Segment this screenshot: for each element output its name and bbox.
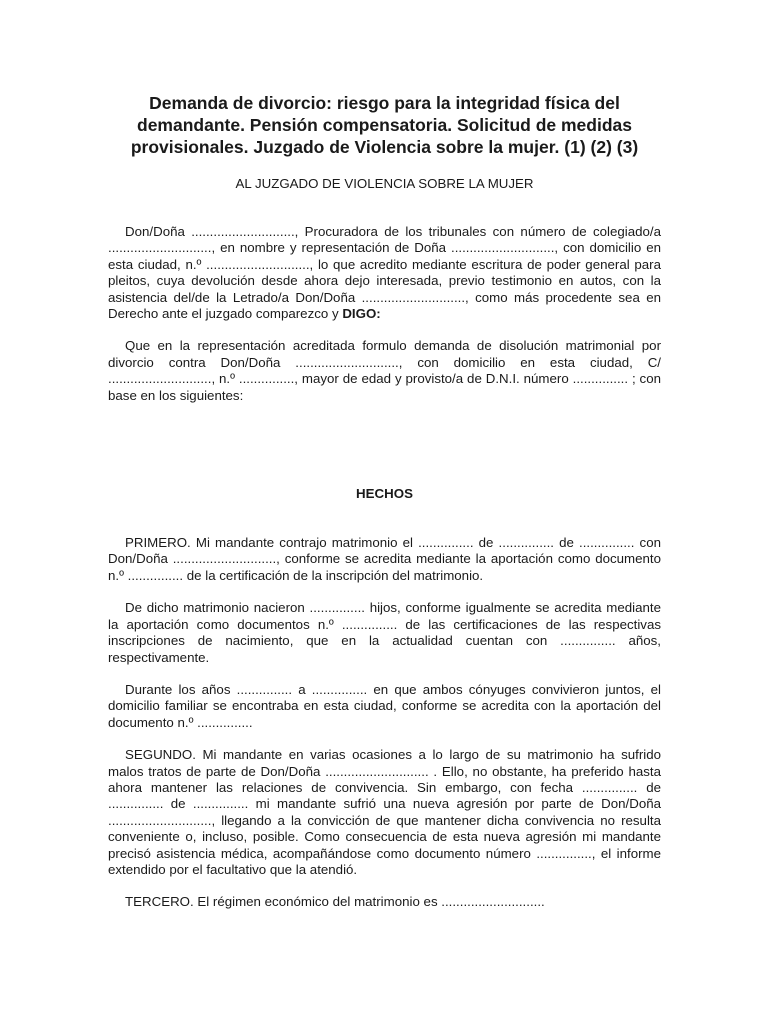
fact-paragraph-tercero: TERCERO. El régimen económico del matrimonio es ............................ <box>125 894 545 910</box>
addressee-line: AL JUZGADO DE VIOLENCIA SOBRE LA MUJER <box>235 176 534 191</box>
fact-paragraph-primero: PRIMERO. Mi mandante contrajo matrimonio el ............... de ............... de ............... con Don/Doña ............................, conforme se acredita mediante la aportación como documento n.º ............... de la certificación de la inscripción del matrimonio. <box>108 535 661 583</box>
intro-paragraph <box>108 224 661 322</box>
fact-paragraph-segundo: SEGUNDO. Mi mandante en varias ocasiones a lo largo de su matrimonio ha sufrido malos tratos de parte de Don/Doña ............................ . Ello, no obstante, ha preferido hasta ahora mantener las relaciones de convivencia. Sin embargo, con fecha ............... de ............... de ............... mi mandante sufrió una nueva agresión por parte de Don/Doña ............................, llegando a la convicción de que mantener dicha convivencia no resulta conveniente o, incluso, posible. Como consecuencia de esta nueva agresión mi mandante precisó asistencia médica, acompañándose como documento número ..............., el informe extendido por el facultativo que la atendió. <box>108 747 661 877</box>
document-title: Demanda de divorcio: riesgo para la integridad física del demandante. Pensión compensatoria. Solicitud de medidas provisionales. Juzgado de Violencia sobre la mujer. (1) (2) (3) <box>130 93 639 157</box>
intro-text: Don/Doña ............................, Procuradora de los tribunales con número de colegiado/a ............................, en nombre y representación de Doña ............................, con domicilio en esta ciudad, n.º ............................, lo que acredito mediante escritura de poder general para pleitos, cuya devolución desde ahora dejo interesada, previo testimonio en autos, con la asistencia del/de la Letrado/a Don/Doña ............................, como más procedente sea en Derecho ante el juzgado comparezco y <box>108 224 661 322</box>
section-heading-hechos: HECHOS <box>356 486 413 502</box>
fact-paragraph-residence: Durante los años ............... a ............... en que ambos cónyuges convivieron juntos, el domicilio familiar se encontraba en esta ciudad, conforme se acredita con la aportación del documento n.º ............... <box>108 681 661 730</box>
intro-bold-end: DIGO: <box>342 306 381 322</box>
document-page <box>108 92 661 911</box>
claim-paragraph: Que en la representación acreditada formulo demanda de disolución matrimonial por divorcio contra Don/Doña ............................, con domicilio en esta ciudad, C/ ............................, n.º ..............., mayor de edad y provisto/a de D.N.I. número ............... ; con base en los siguientes: <box>108 338 661 403</box>
fact-paragraph-children: De dicho matrimonio nacieron ............... hijos, conforme igualmente se acredita mediante la aportación como documentos n.º ............... de las certificaciones de las respectivas inscripciones de nacimiento, que en la actualidad cuentan con ............... años, respectivamente. <box>108 600 661 665</box>
